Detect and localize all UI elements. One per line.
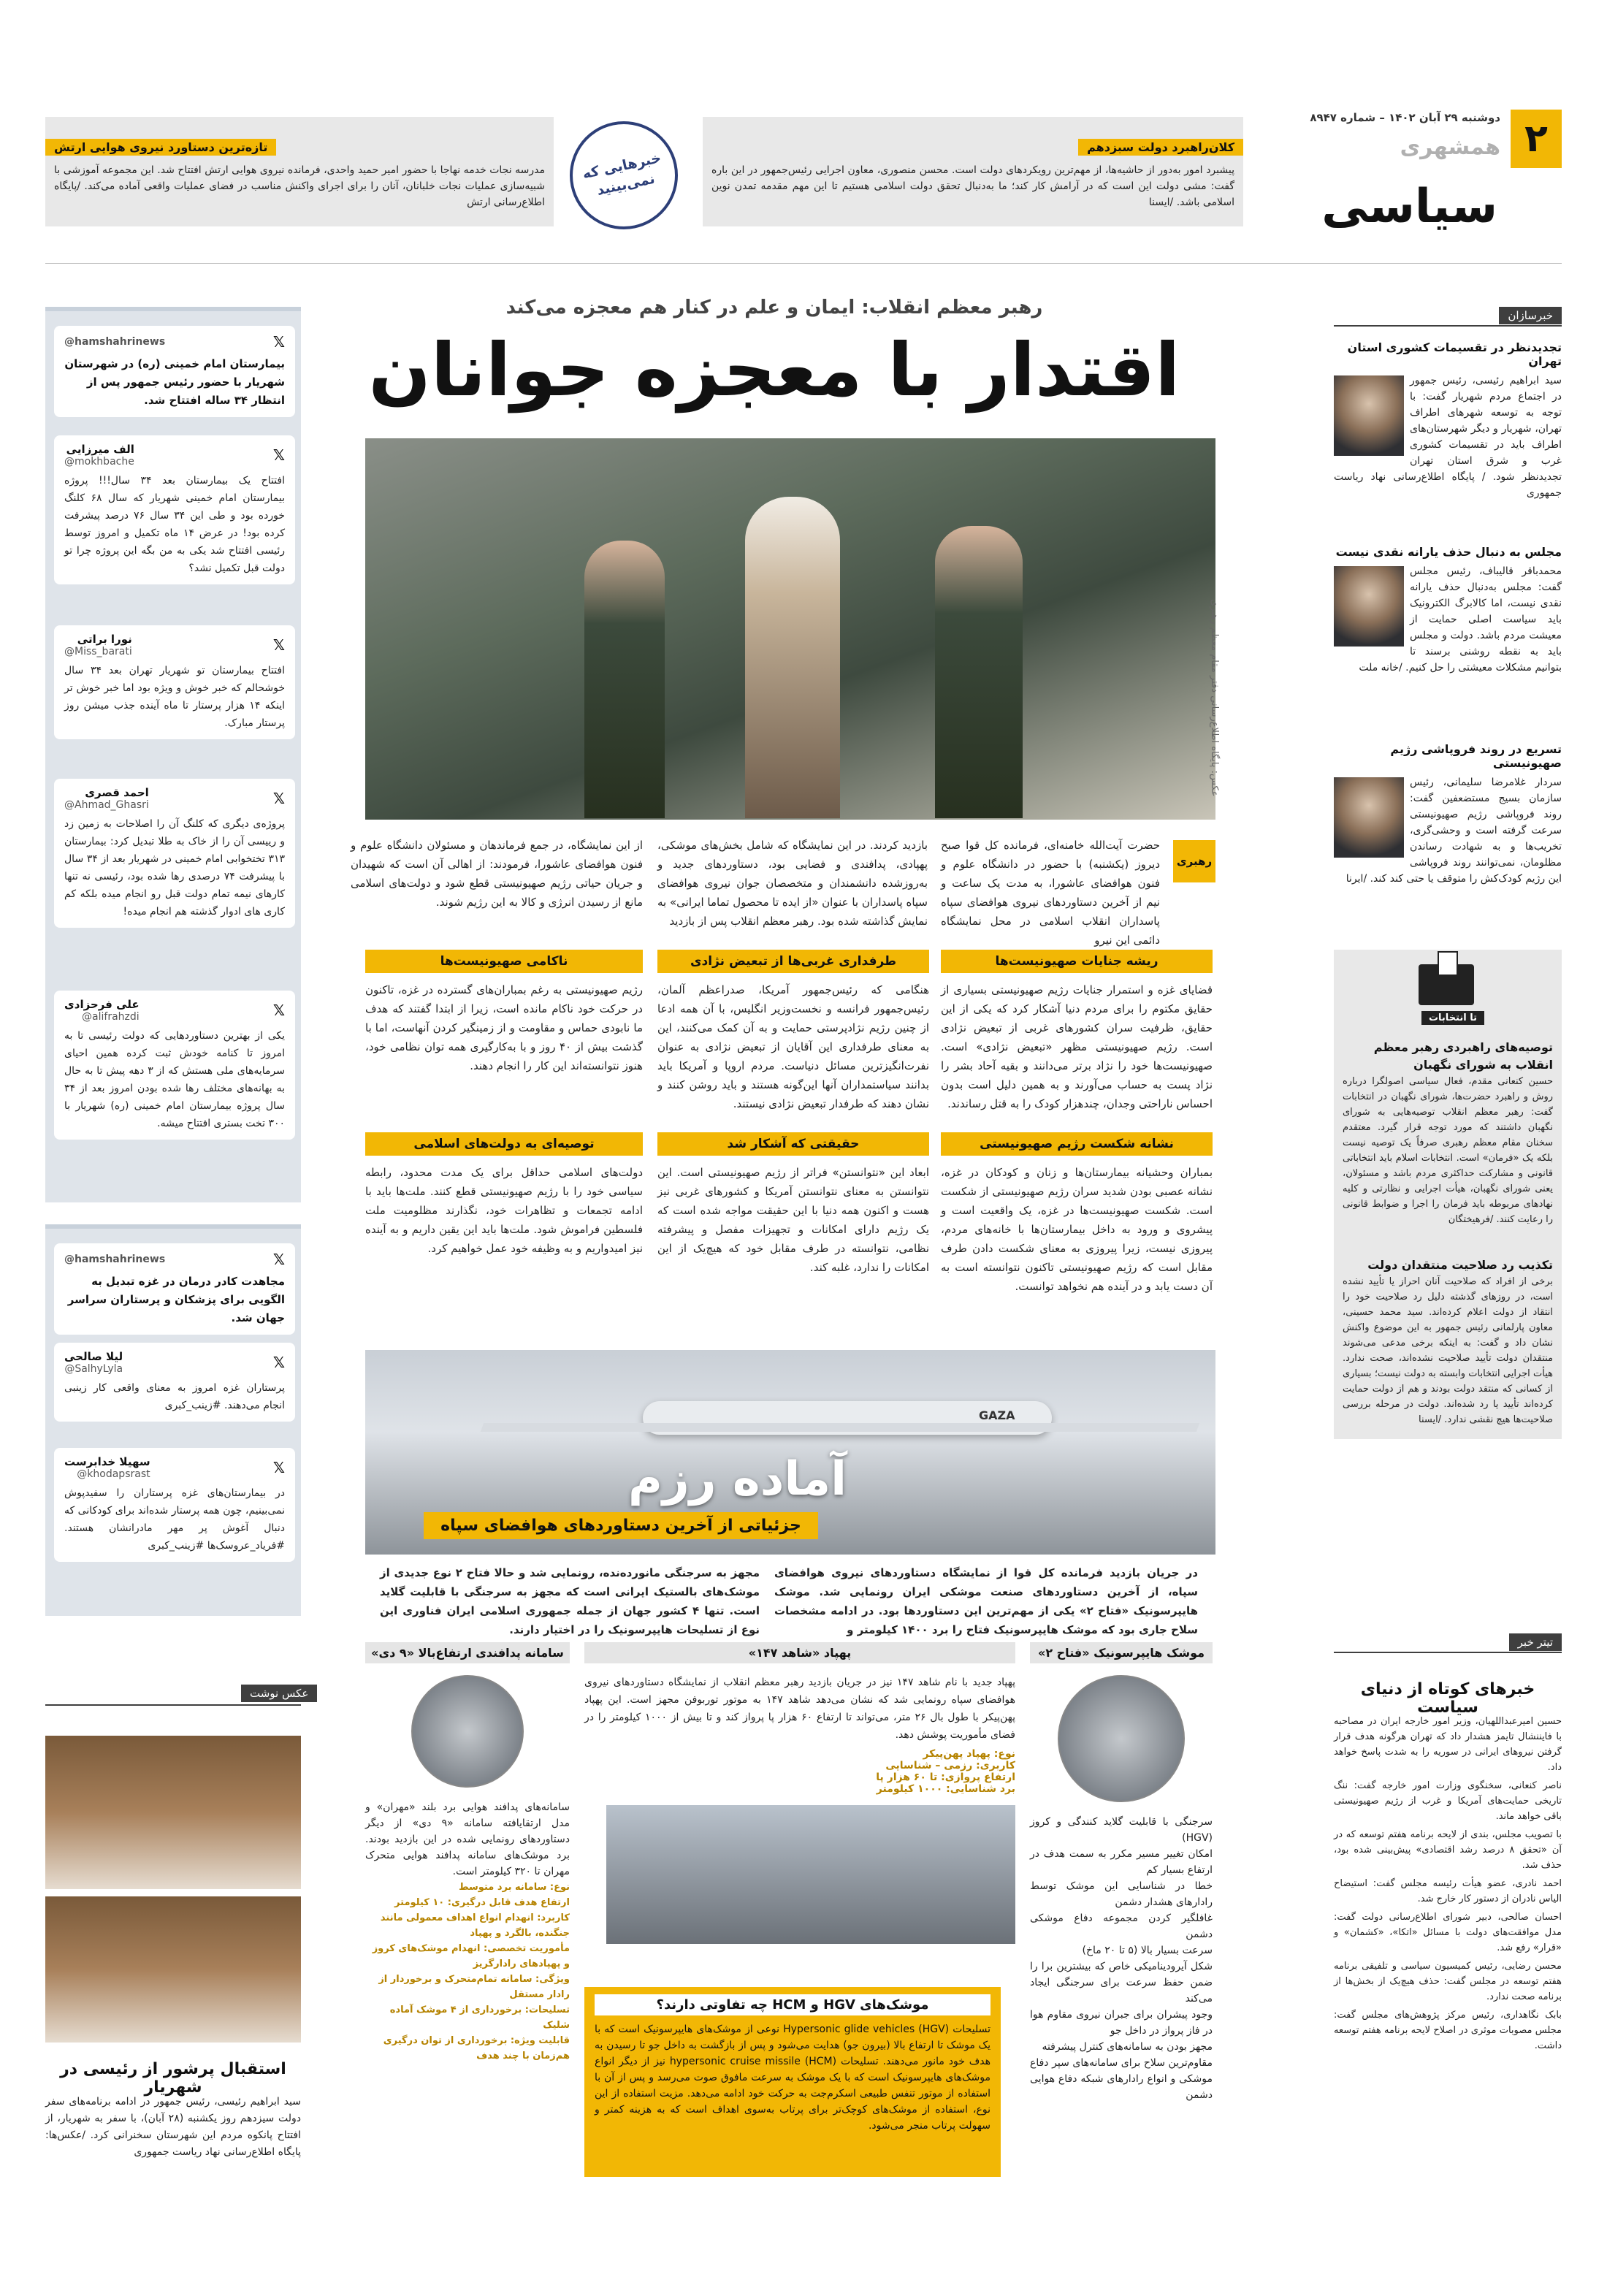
- ticker-tab-line: [1334, 1652, 1562, 1653]
- top-right-news-title: کلان‌راهبرد دولت سبزدهم: [1078, 139, 1243, 156]
- briefs-tab: خبرسازان: [1499, 307, 1562, 324]
- tweet-6-handle: @khodapsrast: [77, 1468, 150, 1480]
- brief-3: [1334, 742, 1562, 887]
- brief-1-body: سید ابراهیم رئیسی، رئیس جمهور در اجتماع مردم شهریار گفت: با توجه به توسعه شهرهای اطراف تهران، شهریار و دیگر شهرستان‌های اطراف باید در تقسیمات کشوری غرب و شرق استان تهران تجدیدنظر شود. / پایگاه اطلاع‌رسانی نهاد ریاست جمهوری: [1334, 375, 1562, 499]
- feature-shahed-spec-2: کاربری: رزمی – شناسایی: [885, 1760, 1015, 1771]
- subsection-1: [941, 950, 1213, 1113]
- feature-fatah-bullet-8: مجهز بودن به سامانه‌های کنترل پیشرفته: [1042, 2041, 1213, 2053]
- top-left-news-title: تازه‌ترین دستاورد نیروی هوایی ارتش: [45, 139, 276, 156]
- feature-9dey-body: سامانه‌های پدافند هوایی برد بلند «مهران» و مدل ارتقایافته سامانه «۹ دی» از دیگر دستاوردهای رونمایی شده در این بازدید بودند. برد موشک‌های سامانه پدافند هوایی متحرک مهران تا ۳۲۰ کیلومتر است.: [365, 1801, 570, 1877]
- main-photo-caption: عکس: پایگاه اطلاع‌رسانی دفتر مقام معظم رهبری: [1209, 599, 1220, 797]
- feature-shahed-photo: [606, 1805, 1015, 1944]
- feature-9dey-spec-5: ویژگی: سامانه تمام‌متحرک و برخوردار از رادار مستقل: [378, 1974, 570, 2000]
- ticker-list: [1334, 1714, 1562, 2056]
- feature-9dey-spec-1: نوع: سامانه برد متوسط: [459, 1882, 570, 1893]
- feature-fatah-bullet-3: خطا در شناسایی این موشک توسط رادارهای هشدار دشمن: [1030, 1880, 1213, 1908]
- tweet-4-name: علی فرحزادی: [64, 998, 140, 1011]
- subsection-3-body: رژیم صهیونیستی به رغم بمباران‌های گسترده در غزه، تاکنون در حرکت خود ناکام مانده است، زیرا از ابتدا گفتند که هدف ما نابودی حماس و مقاومت و از زمینگیر کردن آنهاست، اما با گذشت بیش از ۴۰ روز و با به‌کارگیری همه توان نظامی خود، هنوز نتوانسته‌اند این کار را انجام دهند.: [365, 983, 643, 1072]
- ticker-item: محسن رضایی، رئیس کمیسیون سیاسی و تلفیقی برنامه هفتم توسعه در مجلس گفت: حذف هیچ‌یک از بخش‌ها از برنامه صحت ندارد.: [1334, 1961, 1562, 2002]
- feature-shahed-spec-4: برد شناسایی: ۱۰۰۰ کیلومتر: [876, 1783, 1015, 1795]
- tweet-1-text: افتتاح یک بیمارستان بعد ۳۴ سال!!! پروژه بیمارستان امام خمینی شهریار که سال ۶۸ کلنگ خورده بود و طی این ۳۴ سال ۷۶ درصد پیشرفت کرده بود! در عرض ۱۴ ماه تکمیل و امروز توسط رئیسی افتتاح شد یکی به من بگه این پروژه چرا تو دولت قبل تکمیل نشد؟: [64, 475, 285, 574]
- feature-shahed-body: پهپاد جدید با نام شاهد ۱۴۷ نیز در جریان بازدید رهبر معظم انقلاب از نمایشگاه دستاوردهای نیروی هوافضای سپاه رونمایی شد که نشان می‌دهد شاهد ۱۴۷ به موتور توربوفن مجهز است. این پهپاد پهن‌پیکر با طول بال ۲۶ متر، می‌تواند تا ارتفاع ۶۰ هزار پا پرواز کند و تا بیش از ۱۰۰۰ کیلومتر را در فضای مأموریت پوشش دهد.: [584, 1677, 1016, 1741]
- main-tweet-1-text: بیمارستان امام خمینی (ره) در شهرستان شهریار با حضور رئیس جمهور پس از انتظار ۳۴ ساله افتتاح شد.: [64, 357, 285, 407]
- elections-label: تا انتخابات: [1421, 1011, 1484, 1025]
- date-line: دوشنبه ۲۹ آبان ۱۴۰۲ – شماره ۸۹۴۷: [1310, 111, 1500, 124]
- feature-9dey: [365, 1642, 570, 2064]
- elections-item-2: [1343, 1256, 1553, 1427]
- subsection-2: [657, 950, 929, 1113]
- ticker-title: خبرهای کوتاه از دنیای سیاست: [1360, 1680, 1535, 1717]
- main-intro-col3: از این نمایشگاه، در جمع فرماندهان و مسئولان دانشگاه علوم و فنون هوافضای عاشورا، فرمودند: از اهالی آن است که شهیدان و جریان حیاتی رژیم صهیونیستی قطع شود و دولت‌های اسلامی مانع از رسیدن انرژی و کالا به این رژیم شوند.: [351, 839, 643, 909]
- elections-item-2-body: برخی از افراد که صلاحیت آنان احراز یا تأیید نشده است، در روزهای گذشته دلیل رد صلاحیت خود را انتقاد از دولت اعلام کرده‌اند. سید محمد حسینی، معاون پارلمانی رئیس جمهور به این موضوع واکنش نشان داد و گفت: به اینکه برخی مدعی می‌شوند منتقدان دولت تأیید صلاحیت نشده‌اند، صحت ندارد. هیأت اجرایی انتخابات وابسته به دولت نیست؛ بسیاری از کسانی که منتقد دولت بودند و هم از دولت حمایت کرده‌اند تأیید یا رد شده‌اند. دولت در مرحله بررسی صلاحیت‌ها هیچ نقشی ندارد. /ایسنا: [1343, 1276, 1553, 1425]
- subsection-5-body: ابعاد این «نتوانستن» فراتر از رژیم صهیونیستی است. این نتوانستن به معنای نتوانستن آمریکا و کشورهای غربی نیز هست و اکنون همه دنیا با این حقیقت مواجه شده است که یک رژیم دارای امکانات و تجهیزات مفصل و پیشرفته نظامی، نتوانسته در طرف مقابل خود که هیچ‌یک از این امکانات را ندارد، غلبه کند.: [657, 1166, 929, 1274]
- brief-2-body: محمدباقر قالیباف، رئیس مجلس گفت: مجلس به‌دنبال حذف یارانه نقدی نیست، اما کالابرگ الکترونیک باید سیاست اصلی حمایت از معیشت مردم باشد. دولت و مجلس باید به نقطه روشنی برسند تا بتوانیم مشکلات معیشتی را حل کنیم. /خانه ملت: [1359, 565, 1562, 674]
- ticker-tab: تیتر خبر: [1509, 1633, 1562, 1651]
- tweet-2-name: نورا براتی: [77, 633, 132, 646]
- paper-name-logo: همشهری: [1400, 134, 1500, 160]
- x-icon: 𝕏: [272, 1251, 285, 1268]
- hgv-info-body: تسلیحات Hypersonic glide vehicles (HGV) نوعی از موشک‌های هایپرسونیک است که با یک موشک تا ارتفاع بالا (بیرون جو) هدایت می‌شود و پس از بازگشت به داخل جو تا رسیدن به هدف خود مانور می‌دهند. تسلیحات hypersonic cruise missile (HCM) نیز از دیگر انواع موشک‌های هایپرسونیک است که با یک موشک به سرعت مافوق صوت می‌رسد و پس از آن با استفاده از موتور تنفس طبیعی اسکرم‌جت به حرکت خود ادامه می‌دهد. مزیت استفاده از این نوع، استفاده از موشک‌های کوچک‌تر برای پرتاب به‌سوی اهداف است که به هزینه کمتر و سهولت پرتاب منجر می‌شود.: [595, 2024, 990, 2132]
- ticker-item: با تصویب مجلس، بندی از لایحه برنامه هفتم توسعه که در آن «تحقق ۸ درصد رشد اقتصادی» پیش‌بینی شده بود، حذف شد.: [1334, 1829, 1562, 1871]
- feature-fatah-bullet-4: غافلگیر کردن مجموعه دفاع موشکی دشمن: [1030, 1912, 1213, 1940]
- brief-2-photo: [1334, 566, 1404, 647]
- feature-shahed-spec-3: ارتفاع پروازی: تا ۶۰ هزار پا: [876, 1771, 1015, 1783]
- tweets-box-1: [45, 307, 301, 1202]
- feature-9dey-spec-3: کاربرد: انهدام انواع اهداف معمولی مانند جنگنده، بالگرد و پهپاد: [380, 1912, 570, 1939]
- brief-3-photo: [1334, 777, 1404, 858]
- feature-fatah-bullet-7: وجود پیشران برای جبران نیروی مقاوم هوا در فاز پرواز در داخل جو: [1030, 2009, 1213, 2037]
- subsection-3: [365, 950, 643, 1075]
- tweet-3: [54, 779, 295, 928]
- x-icon: 𝕏: [272, 790, 285, 807]
- elections-box: [1334, 950, 1562, 1439]
- main-tweet-2-text: مجاهدت کادر درمان در غزه تبدیل به الگویی برای پزشکان و پرستاران سراسر جهان شد.: [67, 1275, 285, 1324]
- brief-2: [1334, 545, 1562, 676]
- main-kicker: رهبر معظم انقلاب: ایمان و علم در کنار هم معجزه می‌کند: [505, 297, 1043, 319]
- tweet-6-name: سهیلا خدابرست: [64, 1455, 150, 1468]
- main-photo: [365, 438, 1215, 820]
- photo-note-line: [45, 1704, 301, 1706]
- main-tweet-1-handle: @hamshahrinews: [64, 336, 166, 348]
- ticker-item: ناصر کنعانی، سخنگوی وزارت امور خارجه گفت: ننگ تاریخی حمایت‌های آمریکا و غرب از رژیم صهیونیستی باقی خواهد ماند.: [1334, 1780, 1562, 1822]
- feature-fatah-title: موشک هایپرسونیک «فتاح ۲»: [1030, 1642, 1213, 1663]
- subsection-4-body: بمباران وحشیانه بیمارستان‌ها و زنان و کودکان در غزه، نشانه عصبی بودن شدید سران رژیم صهیونیستی از شکست است. شکست صهیونیست‌ها در غزه، یک واقعیت است و پیشروی و ورود به داخل بیمارستان‌ها با خانه‌های مردم، پیروزی نیست، زیرا پیروزی به معنای شکست دادن طرف مقابل است که رژیم صهیونیستی تاکنون نتوانسته است به آن دست یابد و در آینده هم نخواهد توانست.: [941, 1166, 1213, 1293]
- main-source-tag: رهبری: [1173, 840, 1215, 882]
- page-number-badge: [1511, 110, 1562, 168]
- tweets-box-2: [45, 1224, 301, 1616]
- drone-subtitle: جزئیاتی از آخرین دستاوردهای هوافضای سپاه: [424, 1512, 818, 1539]
- subsection-2-body: هنگامی که رئیس‌جمهور آمریکا، صدراعظم آلمان، رئیس‌جمهور فرانسه و نخست‌وزیر انگلیس، با آن همه ادعا از چنین رژیم نژادپرستی حمایت و به آن کمک می‌کنند، این به معنای طرفداری این آقایان از تبعیض نژادی به عنوان نفرت‌انگیزترین مسائل دنیاست. مردم اروپا و آمریکا باید بدانند سیاستمداران آنها این‌گونه هستند و باید روشن کنند و نشان دهند که طرفدار تبعیض نژادی نیستند.: [657, 983, 929, 1110]
- tweet-1: [54, 435, 295, 584]
- top-left-news-body: مدرسه نجات خدمه نهاجا با حضور امیر حمید واحدی، فرمانده نیروی هوایی ارتش افتتاح شد. این مجموعه آموزشی با شبیه‌سازی عملیات نجات خلبانان، آنان را برای اجرای واکنش مناسب در فضای عملیات واقعی آماده می‌کند. /پایگاه اطلاع‌رسانی ارتش: [54, 164, 545, 208]
- elections-item-1-title: توصیه‌های راهبردی رهبر معظم انقلاب به شورای نگهبان: [1373, 1040, 1553, 1072]
- tweet-3-name: احمد قصری: [85, 786, 149, 799]
- photo-note-image-1: [45, 1736, 301, 1889]
- elections-item-1: [1343, 1039, 1553, 1227]
- subsection-5-title: حقیقتی که آشکار شد: [657, 1132, 929, 1156]
- tweet-4-handle: @alifrahzdi: [82, 1011, 140, 1023]
- tweet-5-text: پرستاران غزه امروز به معنای واقعی کار زینبی انجام می‌دهند. #زینب_کبری: [64, 1382, 285, 1411]
- brief-1: [1334, 340, 1562, 501]
- feature-9dey-spec-4: مأموریت تخصصی: انهدام موشک‌های کروز و پهپادهای رادارگریز: [372, 1943, 570, 1969]
- brief-3-title: تسریع در روند فروپاشی رژیم صهیونیستی: [1390, 742, 1562, 770]
- feature-9dey-spec-2: ارتفاع هدف قابل درگیری: ۱۰ کیلومتر: [394, 1897, 570, 1908]
- brief-2-title: مجلس به دنبال حذف یارانه نقدی نیست: [1335, 545, 1562, 559]
- tweet-2: [54, 625, 295, 739]
- feature-fatah: [1030, 1642, 1213, 2103]
- feature-shahed-title: پهپاد «شاهد ۱۴۷»: [584, 1642, 1015, 1663]
- main-intro-col2: بازدید کردند. در این نمایشگاه که شامل بخش‌های موشکی، پهپادی، پدافندی و فضایی بود، دستاوردهای جدید و به‌روزشده دانشمندان و متخصصان جوان نیروی هوافضای سپاه پاسداران با عنوان «از ایده تا محصول تماما ایرانی» به نمایش گذاشته شده بود. رهبر معظم انقلاب پس از بازدید: [657, 839, 928, 928]
- x-icon: 𝕏: [272, 636, 285, 654]
- feature-shahed: [584, 1642, 1015, 1944]
- drone-wing-shape: [481, 1423, 1199, 1432]
- tweet-6: [54, 1448, 295, 1562]
- tweet-5: [54, 1343, 295, 1422]
- photo-note-image-2: [45, 1896, 301, 2043]
- top-right-news-body: پیشبرد امور به‌دور از حاشیه‌ها، از مهم‌ترین رویکردهای دولت است. محسن منصوری، معاون اجرایی رئیس‌جمهور در این باره گفت: مشی دولت این است که در آرامش کار کند؛ ما به‌دنبال تحقق دولت اسلامی هستیم تا این مهم مقدمه تمدن نوین اسلامی باشد. /ایسنا: [711, 164, 1234, 208]
- tweet-6-text: در بیمارستان‌های غزه پرستاران را سفیدپوش نمی‌بینیم، چون همه پرستار شده‌اند برای کودکانی که دنبال آغوش پر مهر مادرانشان هستند. #فریاد_عروسک‌ها #زینب_کبری: [64, 1487, 285, 1552]
- brief-3-body: سردار غلامرضا سلیمانی، رئیس سازمان بسیج مستضعفین گفت: روند فروپاشی رژیم صهیونیستی سرعت گرفته است و وحشی‌گری، تخریب‌ها و به شهادت رساندن مظلومان، نمی‌توانند روند فروپاشی این رژیم کودک‌کش را متوقف یا حتی کند کند. /ایرنا: [1345, 777, 1562, 885]
- top-stamp-text: خبرهایی که نمی‌بینید: [581, 150, 663, 199]
- drone-intro-right: در جریان بازدید فرمانده کل قوا از نمایشگاه دستاوردهای نیروی هوافضای سپاه، از آخرین دستاوردهای صنعت موشکی ایران رونمایی شد. موشک هایپرسونیک «فتاح ۲» یکی از مهم‌ترین این دستاوردها بود. در ادامه مشخصات سلاح جاری بود که موشک هایپرسونیک فتاح را برد ۱۴۰۰ کیلومتر و: [774, 1566, 1198, 1636]
- ticker-item: احسان صالحی، دبیر شورای اطلاع‌رسانی دولت گفت: مدل موافقت‌های دولت با مسائل «اتکا»، «کشمان» و «قرار» رفع شد.: [1334, 1912, 1562, 1953]
- main-photo-figure: [745, 497, 840, 818]
- ticker-item: بابک نگاهداری، رئیس مرکز پژوهش‌های مجلس گفت: مجلس مصوبات موثری در اصلاح لایحه برنامه هفتم توسعه داشت.: [1334, 2010, 1562, 2051]
- ticker-item: احمد نادری، عضو هیأت رئیسه مجلس گفت: استیضاح الیاس نادران از دستور کار خارج شد.: [1334, 1878, 1562, 1904]
- x-icon: 𝕏: [272, 333, 285, 351]
- subsection-6: [365, 1132, 643, 1258]
- main-photo-figure-3: [935, 526, 1023, 818]
- photo-note-body: سید ابراهیم رئیسی، رئیس جمهور در ادامه برنامه‌های سفر دولت سیزدهم روز یکشنبه (۲۸ آبان)، با سفر به شهریار، از افتتاح پانکوه مردم این شهرستان سخنرانی کرد. /عکس‌ها: پایگاه اطلاع‌رسانی نهاد ریاست جمهوری: [45, 2096, 301, 2158]
- elections-item-2-title: تکذیب رد صلاحیت منتقدان دولت: [1367, 1258, 1553, 1272]
- ballot-box-icon: [1419, 964, 1474, 1005]
- drone-intro-left: مجهز به سرجنگی مانورده‌نده، رونمایی شد و حالا فتاح ۲ نوع جدیدی از موشک‌های بالستیک ایرانی است که مجهز به سرجنگی با قابلیت گلاید است. تنها ۴ کشور جهان از جمله جمهوری اسلامی ایران فناوری این نوع از تسلیحات هایپرسونیک را در اختیار دارند.: [380, 1566, 760, 1636]
- main-intro-col1: حضرت آیت‌الله خامنه‌ای، فرمانده کل قوا صبح دیروز (یکشنبه) با حضور در دانشگاه علوم و فنون هوافضای عاشورا، به مدت یک ساعت و نیم از آخرین دستاوردهای نیروی هوافضای سپاه پاسداران انقلاب اسلامی در محل نمایشگاه دائمی این نیرو: [941, 839, 1160, 947]
- tweet-5-handle: @SalhyLyla: [64, 1363, 123, 1375]
- drone-title: آماده رزم: [628, 1452, 847, 1506]
- main-tweet-2: [54, 1243, 295, 1335]
- hgv-info-box: [584, 1987, 1001, 2177]
- subsection-6-title: توصیه‌ای به دولت‌های اسلامی: [365, 1132, 643, 1156]
- feature-fatah-bullet-9: مقاوم‌ترین سلاح برای سامانه‌های سپر دفاع موشکی و انواع رادارهای شبکه دفاع هوایی دشمن: [1030, 2057, 1213, 2101]
- top-left-news: [45, 117, 554, 226]
- ticker-item: حسین امیرعبداللهیان، وزیر امور خارجه ایران در مصاحبه با فایننشال تایمز هشدار داد که تهران هرگونه هدف قرار گرفتن نیروهای ایرانی در سوریه را به شدت پاسخ خواهد داد.: [1334, 1716, 1562, 1773]
- feature-9dey-spec-7: قابلیت ویژه: برخورداری از توان درگیری هم‌زمان با چند هدف: [383, 2035, 570, 2062]
- tweet-5-name: لیلا صالحی: [64, 1350, 123, 1363]
- section-name: سیاسی: [1321, 180, 1497, 234]
- feature-9dey-photo: [411, 1675, 524, 1788]
- main-tweet-2-handle: @hamshahrinews: [64, 1254, 166, 1265]
- main-tweet-1: [54, 326, 295, 417]
- x-icon: 𝕏: [272, 1459, 285, 1476]
- photo-note-tab: عکس نوشت: [241, 1685, 317, 1702]
- main-photo-figure-2: [584, 541, 665, 818]
- subsection-4: [941, 1132, 1213, 1296]
- feature-fatah-bullet-2: امکان تغییر مسیر مکرر به سمت هدف در ارتفاع بسیار کم: [1030, 1848, 1213, 1876]
- subsection-3-title: ناکامی صهیونیست‌ها: [365, 950, 643, 973]
- top-right-news: [703, 117, 1243, 226]
- x-icon: 𝕏: [272, 446, 285, 464]
- feature-fatah-photo: [1058, 1675, 1185, 1802]
- subsection-6-body: دولت‌های اسلامی حداقل برای یک مدت محدود، رابطه سیاسی خود را با رژیم صهیونیستی قطع کنند. ملت‌ها باید با ادامه تجمعات و تظاهرات خود، نگذارند مظلومیت ملت فلسطین فراموش شود. ملت‌ها باید این یقین داریم و به آینده نیز امیدواریم و به وظیفه خود عمل خواهیم کرد.: [365, 1166, 643, 1255]
- tweet-1-name: الف میرزایی: [66, 443, 134, 456]
- top-divider: [45, 263, 1562, 264]
- hgv-info-title: موشک‌های HGV و HCM چه تفاوتی دارند؟: [595, 1994, 990, 2015]
- tweet-4: [54, 991, 295, 1140]
- subsection-1-title: ریشه جنایات صهیونیست‌ها: [941, 950, 1213, 973]
- subsection-1-body: قضایای غزه و استمرار جنایات رژیم صهیونیستی بسیاری از حقایق مکتوم را برای مردم دنیا آشکار کرد که یکی از این حقایق، ظرفیت سران کشورهای غربی از تبعیض نژادی است. رژیم صهیونیستی مظهر «تبعیض نژادی» است. صهیونیست‌ها خود را نژاد برتر می‌دانند و بقیه آحاد بشر را نژاد پست به حساب می‌آورند و به همین دلیل است بدون احساس ناراحتی وجدان، چندهزار کودک را به قتل رساندند.: [941, 983, 1213, 1110]
- subsection-5: [657, 1132, 929, 1277]
- feature-fatah-bullet-1: سرجنگی با قابلیت گلاید کنندگی و کروز (HGV): [1030, 1816, 1213, 1844]
- tweet-2-handle: @Miss_barati: [64, 646, 132, 657]
- brief-1-photo: [1334, 375, 1404, 456]
- feature-fatah-bullet-5: سرعت بسیار بالا (۵ تا ۲۰ ماخ): [1082, 1945, 1213, 1956]
- x-icon: 𝕏: [272, 1002, 285, 1019]
- brief-1-title: تجدیدنظر در تقسیمات کشوری استان تهران: [1347, 340, 1562, 368]
- drone-label: GAZA: [979, 1408, 1015, 1422]
- tweet-3-text: پروژه‌ی دیگری که کلنگ آن را اصلاحات به زمین زد و رییسی آن را از خاک به طلا تبدیل کرد: بیمارستان ۳۱۳ تختخوابی امام خمینی در شهریار بعد از ۳۴ سال با پیشرفت ۷۴ درصدی رها شده بود، رئیسی نه تنها کارهای نیمه تمام دولت قبل رو انجام میده بلکه کم کاری های ادوار گذشته هم انجام میده!: [64, 818, 286, 918]
- feature-shahed-spec-1: نوع: پهپاد پهن‌پیکر: [923, 1748, 1015, 1760]
- feature-9dey-spec-6: تسلیحات: برخورداری از ۴ موشک آماده شلیک: [389, 2005, 570, 2031]
- elections-item-1-body: حسین کنعانی مقدم، فعال سیاسی اصولگرا درباره روش و راهبرد حضرت‌ها، شورای نگهبان در انتخابات گفت: رهبر معظم انقلاب توصیه‌هایی به شورای نگهبان داشتند که مورد توجه قرار گیرد. معتقدم سخنان مقام معظم رهبری صرفاً یک توصیه نیست بلکه یک «فرمان» است. انتخابات اسلام باید انتخاباتی قانونی و مشارکت حداکثری مردم باشد و مسئولان، یعنی شورای نگهبان، هیأت اجرایی و نظارتی و کلیه نهادهای مربوطه باید فرمان را اجرا و ضوابط قانونی را رعایت کنند. /فرهیختگان: [1343, 1076, 1553, 1225]
- feature-fatah-bullet-6: شکل آیرودینامیکی خاص که بیشترین برا را ضمن حفظ سرعت برای سرجنگی ایجاد می‌کند: [1030, 1961, 1213, 2005]
- feature-9dey-title: سامانه پدافندی ارتفاع‌بالا «۹ دی»: [365, 1642, 570, 1663]
- tweet-4-text: یکی از بهترین دستاوردهایی که دولت رئیسی تا به امروز تا کنامه خودش ثبت کرده همین احیای سرمایه‌های ملی هستش که از ۳ دهه پیش تا به حال به بهانه‌های مختلف رها شده بودن امروز بعد از ۳۴ سال پروژه بیمارستان امام خمینی (ره) شهریار با ۳۰۰ تخت بستری افتتاح میشه.: [64, 1030, 286, 1129]
- top-stamp: [560, 111, 688, 240]
- page-number: ۲: [1524, 117, 1548, 161]
- x-icon: 𝕏: [272, 1354, 285, 1371]
- tweet-2-text: افتتاح بیمارستان تو شهریار تهران بعد ۳۴ سال خوشحالم که خبر خوش و ویژه بود اما خبر خوش تر اینکه ۱۴ هزار پرستار تا ماه آینده جذب میشن روز پرستار مبارک.: [64, 665, 285, 729]
- main-headline: اقتدار با معجزه جوانان: [368, 327, 1180, 413]
- subsection-2-title: طرفداری غربی‌ها از تبعیض نژادی: [657, 950, 929, 973]
- photo-note-title: استقبال پرشور از رئیسی در شهریار: [60, 2060, 286, 2097]
- briefs-tab-line: [1334, 325, 1562, 327]
- tweet-3-handle: @Ahmad_Ghasri: [64, 799, 149, 811]
- subsection-4-title: نشانه شکست رژیم صهیونیستی: [941, 1132, 1213, 1156]
- tweet-1-handle: @mokhbache: [64, 456, 134, 468]
